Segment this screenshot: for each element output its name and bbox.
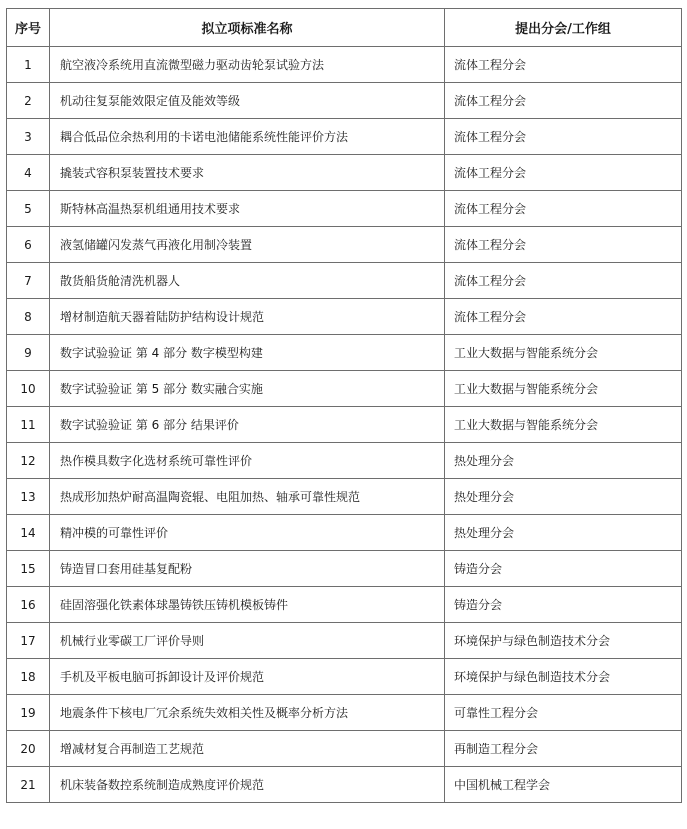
row-index-cell: 10 [7, 371, 50, 407]
header-standard-name: 拟立项标准名称 [50, 9, 445, 47]
row-index-cell: 6 [7, 227, 50, 263]
table-row [7, 479, 682, 515]
row-index-cell: 17 [7, 623, 50, 659]
row-proposing-org-cell: 流体工程分会 [445, 263, 682, 299]
row-proposing-org-cell: 热处理分会 [445, 515, 682, 551]
row-standard-name-cell: 热作模具数字化选材系统可靠性评价 [50, 443, 445, 479]
table-row [7, 155, 682, 191]
row-proposing-org-cell: 可靠性工程分会 [445, 695, 682, 731]
row-proposing-org-cell: 流体工程分会 [445, 155, 682, 191]
table-row [7, 443, 682, 479]
row-index-cell: 14 [7, 515, 50, 551]
row-proposing-org-cell: 流体工程分会 [445, 227, 682, 263]
row-proposing-org-cell: 热处理分会 [445, 479, 682, 515]
row-proposing-org-cell: 工业大数据与智能系统分会 [445, 371, 682, 407]
table-row [7, 659, 682, 695]
table-row [7, 623, 682, 659]
row-index-cell: 15 [7, 551, 50, 587]
row-standard-name-cell: 撬装式容积泵装置技术要求 [50, 155, 445, 191]
row-standard-name-cell: 热成形加热炉耐高温陶瓷辊、电阻加热、轴承可靠性规范 [50, 479, 445, 515]
header-index: 序号 [7, 9, 50, 47]
row-standard-name-cell: 精冲模的可靠性评价 [50, 515, 445, 551]
row-standard-name-cell: 数字试验验证 第 4 部分 数字模型构建 [50, 335, 445, 371]
standards-table-container [6, 8, 682, 803]
table-row [7, 731, 682, 767]
row-standard-name-cell: 铸造冒口套用硅基复配粉 [50, 551, 445, 587]
standards-table [6, 8, 682, 803]
row-proposing-org-cell: 流体工程分会 [445, 47, 682, 83]
table-row [7, 551, 682, 587]
row-standard-name-cell: 数字试验验证 第 5 部分 数实融合实施 [50, 371, 445, 407]
row-index-cell: 20 [7, 731, 50, 767]
row-proposing-org-cell: 环境保护与绿色制造技术分会 [445, 623, 682, 659]
row-index-cell: 18 [7, 659, 50, 695]
table-row [7, 263, 682, 299]
table-row [7, 587, 682, 623]
row-index-cell: 4 [7, 155, 50, 191]
row-index-cell: 9 [7, 335, 50, 371]
row-standard-name-cell: 增材制造航天器着陆防护结构设计规范 [50, 299, 445, 335]
row-proposing-org-cell: 热处理分会 [445, 443, 682, 479]
table-row [7, 407, 682, 443]
row-standard-name-cell: 机床装备数控系统制造成熟度评价规范 [50, 767, 445, 803]
table-header [7, 9, 682, 47]
row-standard-name-cell: 耦合低品位余热利用的卡诺电池储能系统性能评价方法 [50, 119, 445, 155]
row-index-cell: 19 [7, 695, 50, 731]
row-index-cell: 16 [7, 587, 50, 623]
row-standard-name-cell: 机动往复泵能效限定值及能效等级 [50, 83, 445, 119]
row-standard-name-cell: 手机及平板电脑可拆卸设计及评价规范 [50, 659, 445, 695]
row-proposing-org-cell: 流体工程分会 [445, 299, 682, 335]
row-index-cell: 12 [7, 443, 50, 479]
row-index-cell: 5 [7, 191, 50, 227]
row-standard-name-cell: 散货船货舱清洗机器人 [50, 263, 445, 299]
table-row [7, 191, 682, 227]
row-index-cell: 7 [7, 263, 50, 299]
table-row [7, 335, 682, 371]
row-standard-name-cell: 机械行业零碳工厂评价导则 [50, 623, 445, 659]
header-row [7, 9, 682, 47]
row-proposing-org-cell: 铸造分会 [445, 551, 682, 587]
table-row [7, 47, 682, 83]
row-proposing-org-cell: 中国机械工程学会 [445, 767, 682, 803]
row-index-cell: 2 [7, 83, 50, 119]
header-proposing-org: 提出分会/工作组 [445, 9, 682, 47]
table-body [7, 47, 682, 803]
row-proposing-org-cell: 铸造分会 [445, 587, 682, 623]
table-row [7, 767, 682, 803]
row-proposing-org-cell: 再制造工程分会 [445, 731, 682, 767]
row-index-cell: 13 [7, 479, 50, 515]
row-index-cell: 21 [7, 767, 50, 803]
row-index-cell: 1 [7, 47, 50, 83]
table-row [7, 371, 682, 407]
table-row [7, 299, 682, 335]
row-standard-name-cell: 航空液冷系统用直流微型磁力驱动齿轮泵试验方法 [50, 47, 445, 83]
row-index-cell: 11 [7, 407, 50, 443]
row-standard-name-cell: 增减材复合再制造工艺规范 [50, 731, 445, 767]
row-standard-name-cell: 斯特林高温热泵机组通用技术要求 [50, 191, 445, 227]
row-proposing-org-cell: 流体工程分会 [445, 83, 682, 119]
table-row [7, 695, 682, 731]
row-proposing-org-cell: 工业大数据与智能系统分会 [445, 407, 682, 443]
row-standard-name-cell: 数字试验验证 第 6 部分 结果评价 [50, 407, 445, 443]
row-proposing-org-cell: 流体工程分会 [445, 191, 682, 227]
table-row [7, 119, 682, 155]
row-index-cell: 8 [7, 299, 50, 335]
row-standard-name-cell: 地震条件下核电厂冗余系统失效相关性及概率分析方法 [50, 695, 445, 731]
table-row [7, 515, 682, 551]
row-proposing-org-cell: 流体工程分会 [445, 119, 682, 155]
row-index-cell: 3 [7, 119, 50, 155]
table-row [7, 83, 682, 119]
table-row [7, 227, 682, 263]
row-proposing-org-cell: 环境保护与绿色制造技术分会 [445, 659, 682, 695]
row-standard-name-cell: 液氢储罐闪发蒸气再液化用制冷装置 [50, 227, 445, 263]
row-standard-name-cell: 硅固溶强化铁素体球墨铸铁压铸机模板铸件 [50, 587, 445, 623]
row-proposing-org-cell: 工业大数据与智能系统分会 [445, 335, 682, 371]
